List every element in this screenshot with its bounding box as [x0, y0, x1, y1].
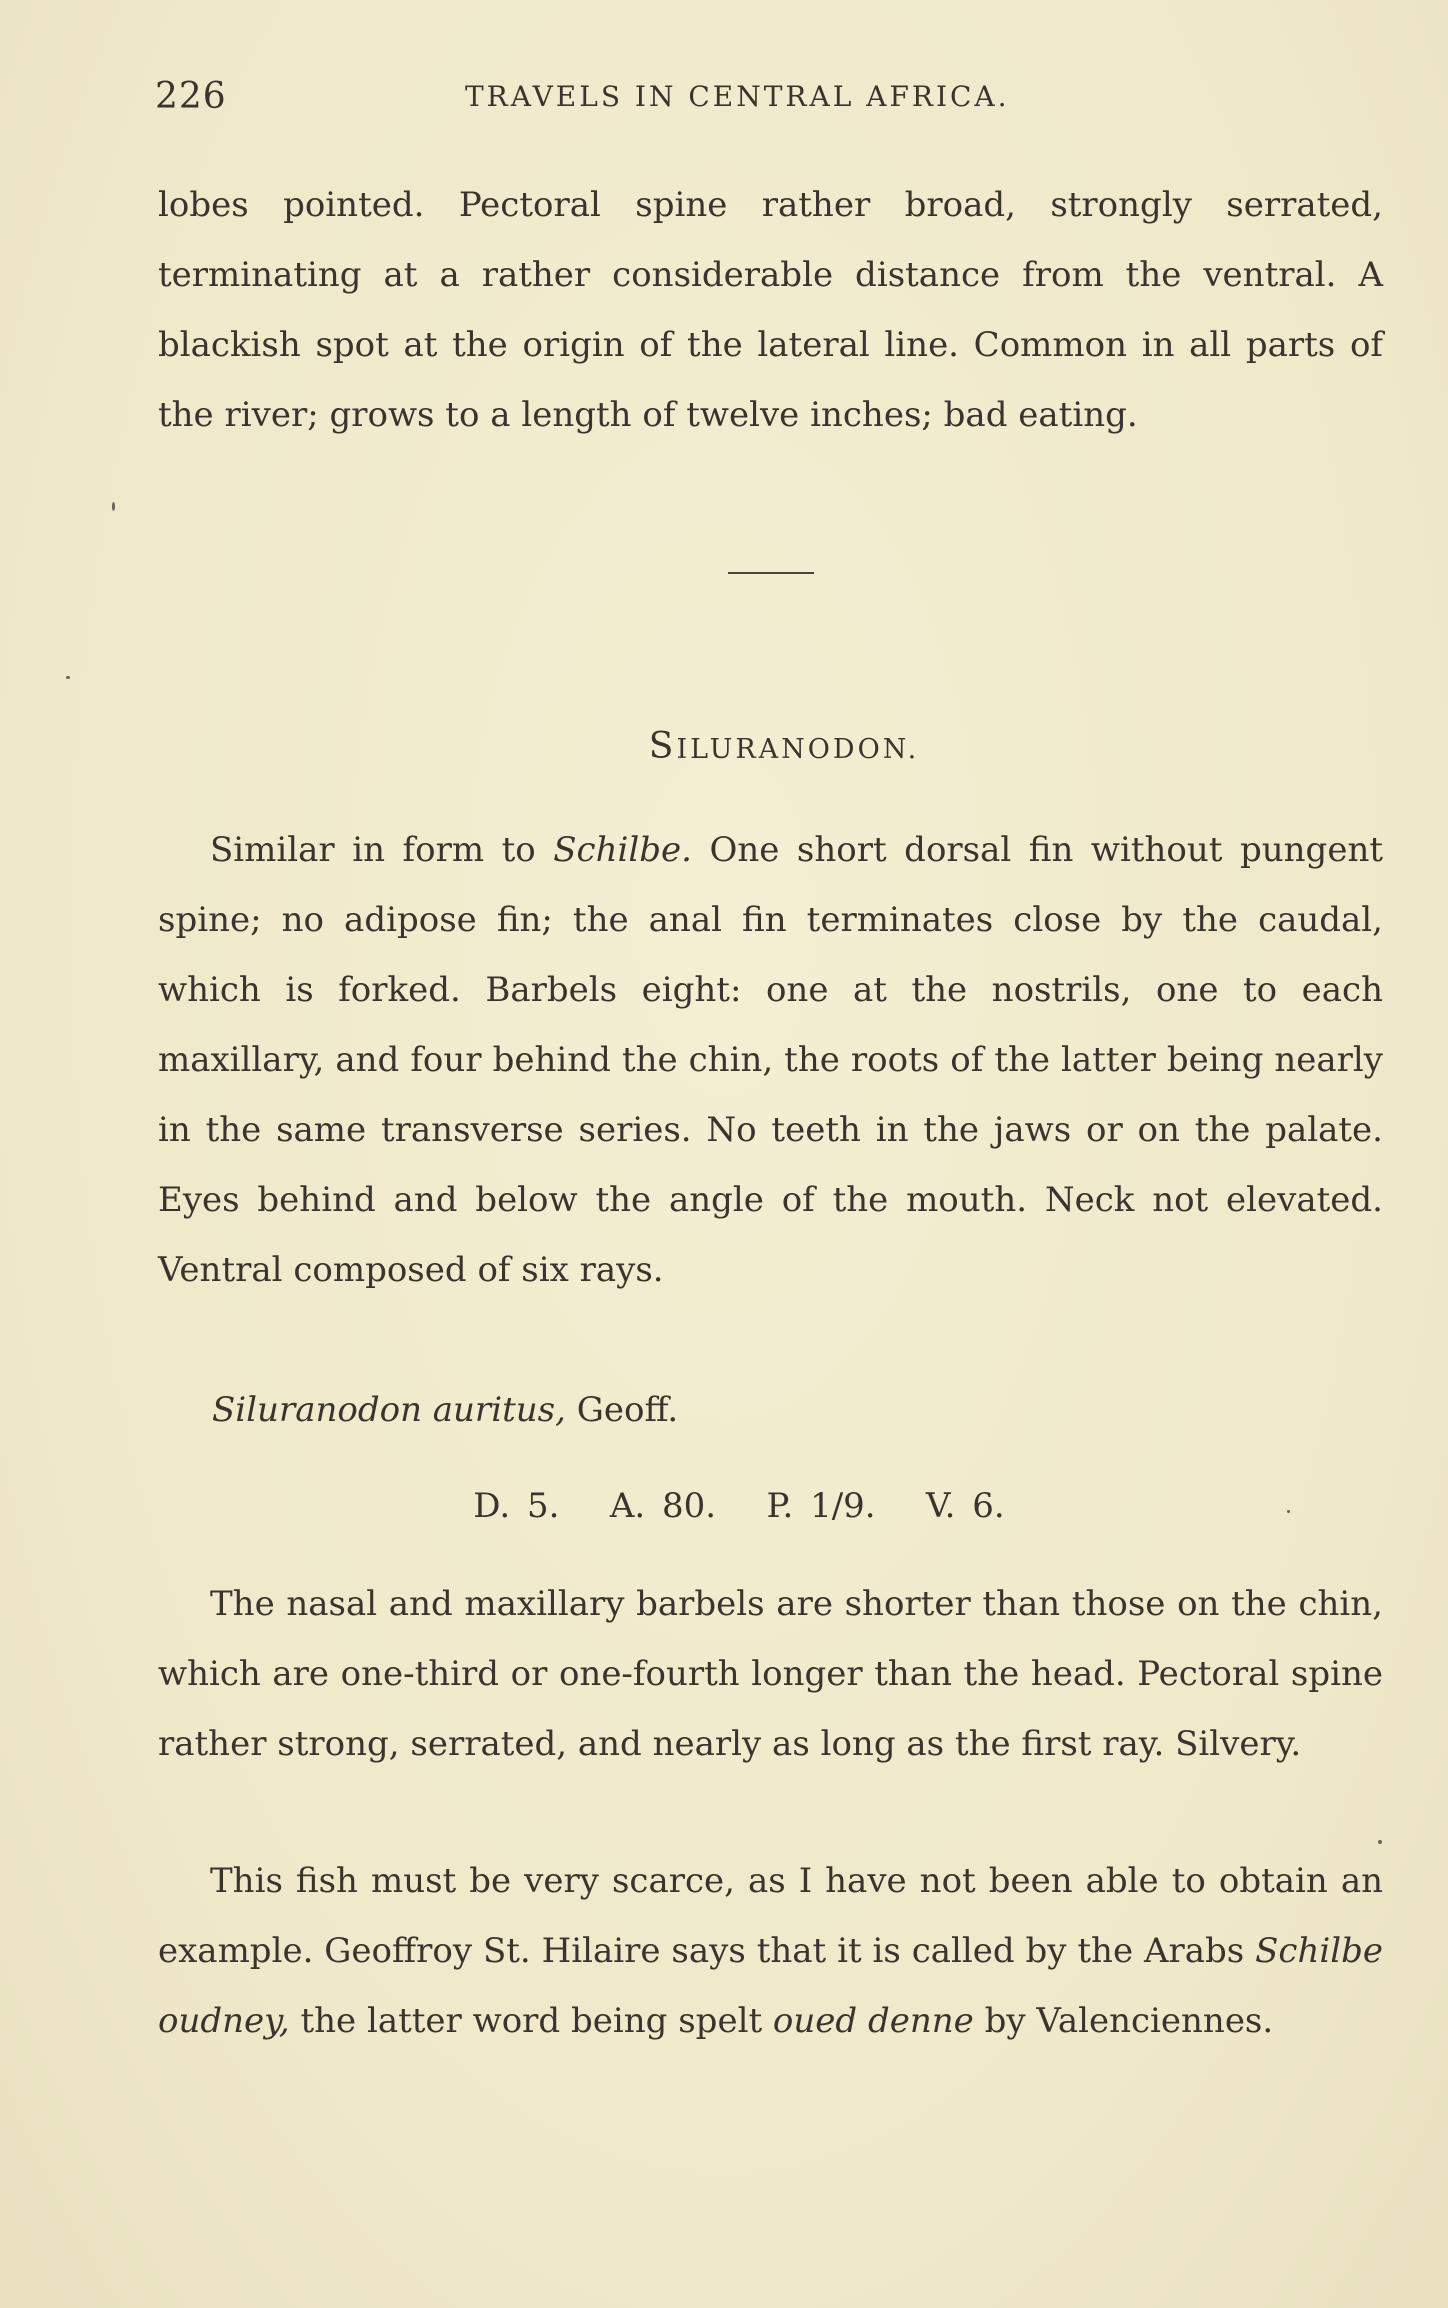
species-name: Siluranodon auritus, — [212, 1390, 566, 1430]
paper-speck — [66, 676, 70, 679]
section-divider — [728, 572, 814, 574]
paper-speck — [1378, 1840, 1382, 1844]
alternate-spelling: oued denne — [772, 2001, 974, 2041]
genus-reference: Schilbe. — [553, 830, 692, 870]
fin-formula — [0, 1486, 1448, 1526]
section-heading — [0, 726, 1448, 767]
species-authority: Geoff. — [576, 1390, 679, 1430]
species-name-line — [212, 1390, 678, 1430]
notes-text-3: by Valenciennes. — [973, 2001, 1274, 2041]
page-header — [155, 76, 1395, 120]
arabic-local-name: Schilbe oudney, — [158, 1931, 1383, 2041]
paragraph-continued: lobes pointed. Pectoral spine rather broad, strongly serrated, terminating at a rather considerable distance from the ventral. A blackish spot at the origin of the lateral line. Common in all parts of the river; grows to a length of twelve inches; bad eating. — [158, 185, 1383, 435]
section-heading-rest: ILURANODON. — [676, 734, 920, 765]
genus-text-after: One short dorsal fin without pungent spine; no adipose fin; the anal fin terminates close by the caudal, which is forked. Barbels eight: one at the nostrils, one to each maxillary, and four behind the chin, the roots of the latter being nearly in the same transverse series. No teeth in the jaws or on the palate. Eyes behind and below the angle of the mouth. Neck not elevated. Ventral composed of six rays. — [158, 830, 1384, 1290]
paragraph-species-notes — [158, 1846, 1383, 2056]
notes-text-1: This fish must be very scarce, as I have not been able to obtain an example. Geoffroy St. Hilaire says that it is called by the Arabs — [158, 1861, 1383, 1971]
paragraph-genus-description — [158, 815, 1383, 1305]
page-number: 226 — [155, 76, 227, 117]
notes-text-2: the latter word being spelt — [289, 2001, 773, 2041]
paper-speck — [1287, 1510, 1290, 1513]
genus-text-before: Similar in form to — [210, 830, 554, 870]
section-heading-initial: S — [648, 726, 677, 767]
running-head: TRAVELS IN CENTRAL AFRICA. — [465, 80, 1010, 113]
paragraph-species-description: The nasal and maxillary barbels are shorter than those on the chin, which are one-third or one-fourth longer than the head. Pectoral spine rather strong, serrated, and nearly as long as the first ray. Silvery. — [158, 1584, 1383, 1764]
paper-speck — [112, 502, 115, 511]
fin-formula-text: D. 5. A. 80. P. 1/9. V. 6. — [473, 1486, 1005, 1526]
